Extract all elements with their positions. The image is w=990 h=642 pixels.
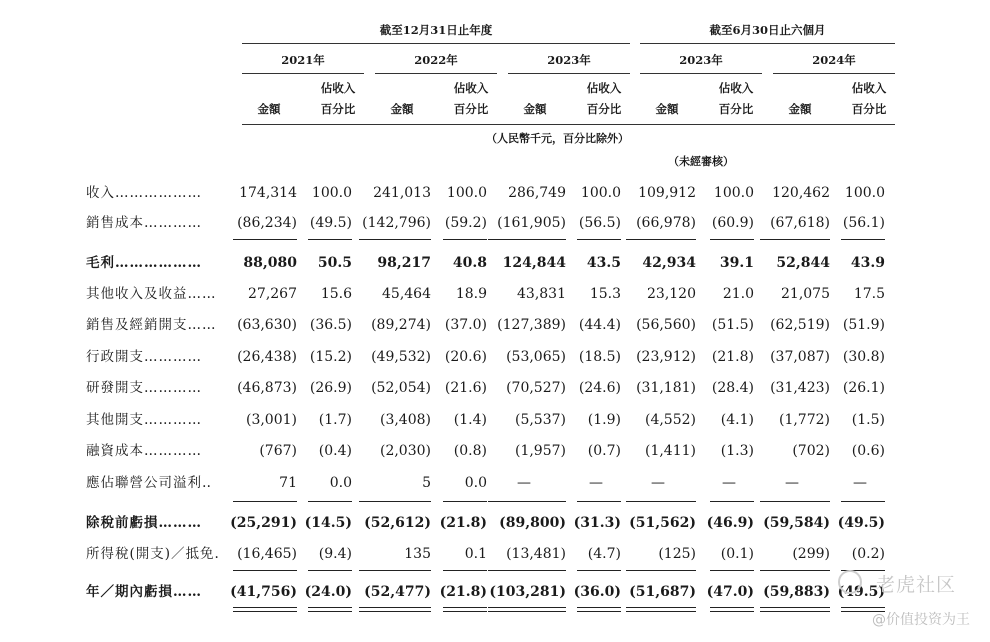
pct-column-header: 佔收入 xyxy=(453,81,489,95)
amount-cell: (125) xyxy=(658,546,696,562)
amount-cell: (41,756) xyxy=(230,584,297,600)
amount-cell: 241,013 xyxy=(373,185,431,201)
year-rule xyxy=(375,73,497,74)
subtotal-rule xyxy=(308,239,352,240)
amount-cell: (1,772) xyxy=(778,412,830,428)
subtotal-rule xyxy=(488,239,566,240)
percent-cell: — xyxy=(589,475,603,491)
subtotal-rule xyxy=(577,239,621,240)
amount-cell: (25,291) xyxy=(230,515,297,531)
percent-cell: 100.0 xyxy=(446,185,487,201)
year-header: 2021年 xyxy=(281,53,325,67)
amount-cell: (1,957) xyxy=(514,443,566,459)
year-header: 2023年 xyxy=(547,53,591,67)
watermark-handle: @价值投资为王 xyxy=(872,612,970,628)
amount-cell: 21,075 xyxy=(781,286,830,302)
pct-column-header: 百分比 xyxy=(718,102,754,116)
double-underline xyxy=(233,607,297,612)
pct-column-header: 佔收入 xyxy=(718,81,754,95)
percent-cell: — xyxy=(722,475,736,491)
amount-cell: 109,912 xyxy=(638,185,696,201)
subtotal-rule xyxy=(359,570,431,571)
subtotal-rule xyxy=(359,239,431,240)
pct-column-header: 百分比 xyxy=(851,102,887,116)
percent-cell: (0.4) xyxy=(318,443,352,459)
percent-cell: (26.9) xyxy=(309,380,352,396)
subtotal-rule xyxy=(626,501,696,502)
tiger-logo-icon xyxy=(838,570,862,594)
double-underline xyxy=(626,607,696,612)
header-bottom-rule xyxy=(242,124,895,125)
percent-cell: 15.3 xyxy=(589,286,621,302)
amount-cell: — xyxy=(517,475,531,491)
amount-cell: (299) xyxy=(792,546,830,562)
percent-cell: (0.2) xyxy=(851,546,885,562)
amount-cell: (67,618) xyxy=(770,215,830,231)
amount-cell: (46,873) xyxy=(237,380,297,396)
amount-cell: (59,883) xyxy=(763,584,830,600)
amount-cell: (52,612) xyxy=(364,515,431,531)
amount-cell: (89,800) xyxy=(499,515,566,531)
amount-cell: 5 xyxy=(422,475,431,491)
subtotal-rule xyxy=(841,501,885,502)
percent-cell: (47.0) xyxy=(706,584,754,600)
percent-cell: 15.6 xyxy=(320,286,352,302)
amount-cell: 27,267 xyxy=(248,286,297,302)
percent-cell: (51.5) xyxy=(711,317,754,333)
row-label: 除稅前虧損……… xyxy=(86,515,202,531)
year-rule xyxy=(242,73,364,74)
amount-cell: (52,054) xyxy=(371,380,431,396)
amount-cell: (4,552) xyxy=(644,412,696,428)
year-rule xyxy=(773,73,895,74)
subtotal-rule xyxy=(488,570,566,571)
pct-column-header: 佔收入 xyxy=(320,81,356,95)
subtotal-rule xyxy=(710,570,754,571)
percent-cell: (0.8) xyxy=(453,443,487,459)
subtotal-rule xyxy=(443,570,487,571)
table-row xyxy=(0,439,990,469)
table-row xyxy=(0,408,990,438)
percent-cell: (51.9) xyxy=(842,317,885,333)
double-underline xyxy=(443,607,487,612)
amount-cell: (3,408) xyxy=(379,412,431,428)
subtotal-rule xyxy=(760,570,830,571)
percent-cell: (44.4) xyxy=(578,317,621,333)
amount-cell: 45,464 xyxy=(382,286,431,302)
percent-cell: 18.9 xyxy=(455,286,487,302)
amount-cell: 52,844 xyxy=(776,255,830,271)
subtotal-rule xyxy=(443,501,487,502)
amount-cell: (89,274) xyxy=(371,317,431,333)
amount-cell: 42,934 xyxy=(642,255,696,271)
double-underline xyxy=(710,607,754,612)
unit-note: （人民幣千元，百分比除外） xyxy=(486,132,629,145)
table-row xyxy=(0,511,990,541)
amount-column-header: 金額 xyxy=(257,102,281,116)
amount-cell: 135 xyxy=(404,546,431,562)
amount-column-header: 金額 xyxy=(523,102,547,116)
subtotal-rule xyxy=(841,239,885,240)
pct-column-header: 佔收入 xyxy=(586,81,622,95)
percent-cell: 21.0 xyxy=(722,286,754,302)
percent-cell: (15.2) xyxy=(309,349,352,365)
table-row xyxy=(0,251,990,281)
amount-cell: 23,120 xyxy=(647,286,696,302)
double-underline xyxy=(577,607,621,612)
percent-cell: 43.9 xyxy=(850,255,885,271)
amount-cell: (702) xyxy=(792,443,830,459)
percent-cell: 0.0 xyxy=(329,475,352,491)
subtotal-rule xyxy=(760,239,830,240)
pct-column-header: 佔收入 xyxy=(851,81,887,95)
amount-column-header: 金額 xyxy=(390,102,414,116)
year-rule xyxy=(640,73,762,74)
percent-cell: (59.2) xyxy=(444,215,487,231)
percent-cell: 40.8 xyxy=(452,255,487,271)
percent-cell: (21.8) xyxy=(439,584,487,600)
row-label: 銷售及經銷開支…… xyxy=(86,317,217,333)
subtotal-rule xyxy=(710,501,754,502)
amount-column-header: 金額 xyxy=(655,102,679,116)
group-rule xyxy=(242,43,630,44)
percent-cell: 100.0 xyxy=(580,185,621,201)
group-title-half-year: 截至6月30日止六個月 xyxy=(709,23,826,37)
unaudited-note: （未經審核） xyxy=(668,155,734,168)
subtotal-rule xyxy=(308,501,352,502)
percent-cell: (21.8) xyxy=(711,349,754,365)
row-label: 行政開支………… xyxy=(86,349,202,365)
percent-cell: (0.7) xyxy=(587,443,621,459)
percent-cell: 50.5 xyxy=(317,255,352,271)
row-label: 收入……………… xyxy=(86,185,202,201)
percent-cell: (36.0) xyxy=(573,584,621,600)
percent-cell: (49.5) xyxy=(837,584,885,600)
amount-cell: (23,912) xyxy=(636,349,696,365)
amount-cell: 120,462 xyxy=(772,185,830,201)
year-header: 2022年 xyxy=(414,53,458,67)
percent-cell: 0.1 xyxy=(464,546,487,562)
amount-cell: (59,584) xyxy=(763,515,830,531)
percent-cell: (0.1) xyxy=(720,546,754,562)
percent-cell: (24.0) xyxy=(304,584,352,600)
percent-cell: (9.4) xyxy=(318,546,352,562)
row-label: 其他收入及收益…… xyxy=(86,286,217,302)
subtotal-rule xyxy=(443,239,487,240)
amount-cell: (13,481) xyxy=(506,546,566,562)
group-title-annual: 截至12月31日止年度 xyxy=(379,23,493,37)
table-row xyxy=(0,211,990,241)
percent-cell: (30.8) xyxy=(842,349,885,365)
amount-cell: 71 xyxy=(279,475,297,491)
row-label: 銷售成本………… xyxy=(86,215,202,231)
percent-cell: 100.0 xyxy=(844,185,885,201)
subtotal-rule xyxy=(577,570,621,571)
amount-cell: (1,411) xyxy=(644,443,696,459)
amount-cell: 124,844 xyxy=(502,255,566,271)
percent-cell: (28.4) xyxy=(711,380,754,396)
amount-cell: (31,423) xyxy=(770,380,830,396)
percent-cell: (36.5) xyxy=(309,317,352,333)
amount-cell: (3,001) xyxy=(245,412,297,428)
percent-cell: (24.6) xyxy=(578,380,621,396)
amount-cell: (103,281) xyxy=(489,584,566,600)
percent-cell: (4.7) xyxy=(587,546,621,562)
percent-cell: (1.5) xyxy=(851,412,885,428)
amount-cell: (37,087) xyxy=(770,349,830,365)
amount-cell: (31,181) xyxy=(636,380,696,396)
subtotal-rule xyxy=(233,501,297,502)
subtotal-rule xyxy=(488,501,566,502)
percent-cell: (37.0) xyxy=(444,317,487,333)
year-header: 2024年 xyxy=(812,53,856,67)
double-underline xyxy=(359,607,431,612)
amount-cell: (767) xyxy=(259,443,297,459)
amount-cell: 174,314 xyxy=(239,185,297,201)
percent-cell: (26.1) xyxy=(842,380,885,396)
percent-cell: (56.5) xyxy=(578,215,621,231)
percent-cell: (1.3) xyxy=(720,443,754,459)
double-underline xyxy=(308,607,352,612)
amount-cell: — xyxy=(651,475,665,491)
amount-cell: 88,080 xyxy=(243,255,297,271)
amount-cell: (161,905) xyxy=(497,215,566,231)
amount-cell: (16,465) xyxy=(237,546,297,562)
percent-cell: (49.5) xyxy=(837,515,885,531)
pct-column-header: 百分比 xyxy=(320,102,356,116)
row-label: 研發開支………… xyxy=(86,380,202,396)
subtotal-rule xyxy=(710,239,754,240)
amount-cell: (49,532) xyxy=(371,349,431,365)
subtotal-rule xyxy=(626,570,696,571)
amount-cell: 43,831 xyxy=(517,286,566,302)
table-row xyxy=(0,181,990,211)
percent-cell: (4.1) xyxy=(720,412,754,428)
percent-cell: (60.9) xyxy=(711,215,754,231)
amount-column-header: 金額 xyxy=(788,102,812,116)
subtotal-rule xyxy=(626,239,696,240)
percent-cell: (1.9) xyxy=(587,412,621,428)
percent-cell: (1.4) xyxy=(453,412,487,428)
row-label: 所得稅(開支)／抵免. xyxy=(86,546,220,562)
amount-cell: (142,796) xyxy=(362,215,431,231)
subtotal-rule xyxy=(359,501,431,502)
amount-cell: (51,687) xyxy=(629,584,696,600)
percent-cell: (46.9) xyxy=(706,515,754,531)
table-row xyxy=(0,376,990,406)
table-row xyxy=(0,313,990,343)
percent-cell: 43.5 xyxy=(586,255,621,271)
amount-cell: (62,519) xyxy=(770,317,830,333)
amount-cell: (2,030) xyxy=(379,443,431,459)
percent-cell: (14.5) xyxy=(304,515,352,531)
subtotal-rule xyxy=(233,239,297,240)
amount-cell: 98,217 xyxy=(377,255,431,271)
double-underline xyxy=(488,607,566,612)
row-label: 毛利……………… xyxy=(86,255,202,271)
percent-cell: (1.7) xyxy=(318,412,352,428)
amount-cell: (51,562) xyxy=(629,515,696,531)
amount-cell: (63,630) xyxy=(237,317,297,333)
row-label: 其他開支………… xyxy=(86,412,202,428)
year-header: 2023年 xyxy=(679,53,723,67)
pct-column-header: 百分比 xyxy=(586,102,622,116)
year-rule xyxy=(508,73,630,74)
percent-cell: (21.6) xyxy=(444,380,487,396)
percent-cell: 100.0 xyxy=(311,185,352,201)
amount-cell: (52,477) xyxy=(364,584,431,600)
amount-cell: (66,978) xyxy=(636,215,696,231)
table-row xyxy=(0,282,990,312)
watermark-brand: 老虎社区 xyxy=(876,570,956,597)
percent-cell: (21.8) xyxy=(439,515,487,531)
percent-cell: (18.5) xyxy=(578,349,621,365)
percent-cell: (0.6) xyxy=(851,443,885,459)
percent-cell: (31.3) xyxy=(573,515,621,531)
pct-column-header: 百分比 xyxy=(453,102,489,116)
subtotal-rule xyxy=(308,570,352,571)
amount-cell: — xyxy=(785,475,799,491)
subtotal-rule xyxy=(760,501,830,502)
row-label: 年／期內虧損…… xyxy=(86,584,202,600)
table-row xyxy=(0,471,990,501)
amount-cell: (70,527) xyxy=(506,380,566,396)
amount-cell: (56,560) xyxy=(636,317,696,333)
percent-cell: 39.1 xyxy=(719,255,754,271)
table-row xyxy=(0,345,990,375)
subtotal-rule xyxy=(577,501,621,502)
percent-cell: (49.5) xyxy=(309,215,352,231)
percent-cell: — xyxy=(853,475,867,491)
amount-cell: (53,065) xyxy=(506,349,566,365)
subtotal-rule xyxy=(233,570,297,571)
amount-cell: (127,389) xyxy=(497,317,566,333)
table-row xyxy=(0,542,990,572)
amount-cell: (86,234) xyxy=(237,215,297,231)
amount-cell: 286,749 xyxy=(508,185,566,201)
amount-cell: (5,537) xyxy=(514,412,566,428)
amount-cell: (26,438) xyxy=(237,349,297,365)
percent-cell: (56.1) xyxy=(842,215,885,231)
row-label: 融資成本………… xyxy=(86,443,202,459)
group-rule xyxy=(640,43,895,44)
percent-cell: 17.5 xyxy=(853,286,885,302)
percent-cell: 0.0 xyxy=(464,475,487,491)
percent-cell: 100.0 xyxy=(713,185,754,201)
row-label: 應佔聯營公司溢利‥ xyxy=(86,475,213,491)
percent-cell: (20.6) xyxy=(444,349,487,365)
double-underline xyxy=(760,607,830,612)
